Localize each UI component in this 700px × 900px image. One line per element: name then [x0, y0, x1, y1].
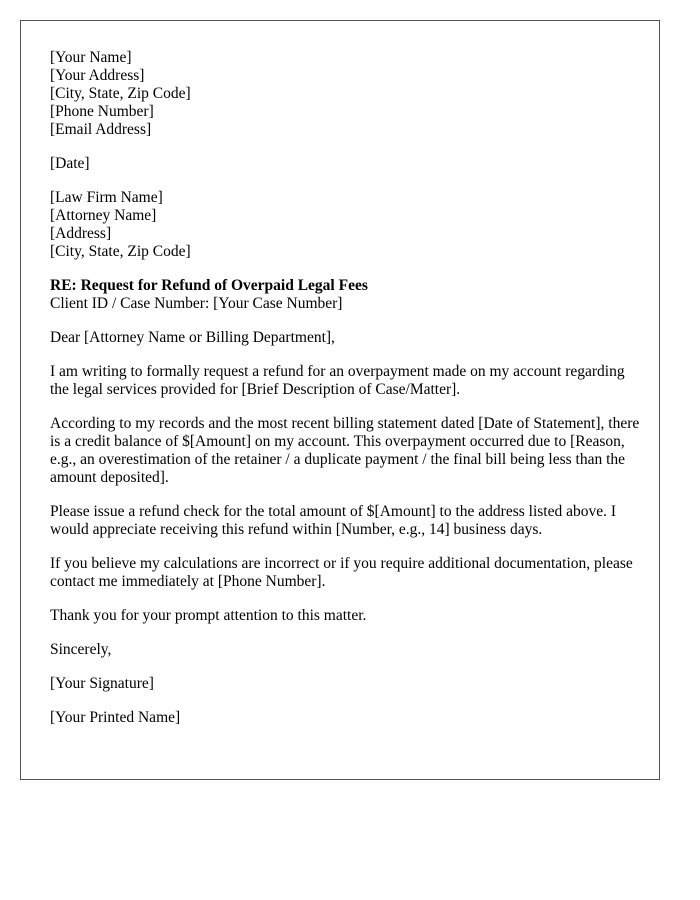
printed-name: [Your Printed Name]	[50, 709, 181, 726]
body-paragraph-3: Please issue a refund check for the total amount of $[Amount] to the address listed above. I would appreciate receiving this refund within [Number, e.g., 14] business days.	[50, 503, 617, 538]
sender-address: [Your Address]	[50, 67, 145, 84]
closing: Sincerely,	[50, 641, 112, 658]
body-paragraph-2: According to my records and the most recent billing statement dated [Date of Statement], there is a credit balance of $[Amount] on my account. This overpayment occurred due to [Reason, e.g., an overestimation of the retainer / a duplicate payment / the final bill being less than the amount deposited].	[50, 415, 640, 486]
letter-content	[50, 49, 640, 743]
signature-placeholder: [Your Signature]	[50, 675, 154, 692]
body-paragraph-5: Thank you for your prompt attention to this matter.	[50, 607, 367, 624]
date-block	[50, 155, 640, 173]
recipient-city-state-zip: [City, State, Zip Code]	[50, 243, 191, 260]
recipient-firm: [Law Firm Name]	[50, 189, 163, 206]
subject-block	[50, 277, 640, 313]
recipient-block	[50, 189, 640, 261]
salutation: Dear [Attorney Name or Billing Department],	[50, 329, 335, 346]
letter-date: [Date]	[50, 155, 90, 172]
letter-page	[20, 20, 660, 780]
sender-name: [Your Name]	[50, 49, 132, 66]
case-number-line: Client ID / Case Number: [Your Case Number]	[50, 295, 343, 312]
sender-city-state-zip: [City, State, Zip Code]	[50, 85, 191, 102]
body-paragraph-4: If you believe my calculations are incorrect or if you require additional documentation, please contact me immediately at [Phone Number].	[50, 555, 633, 590]
sender-block	[50, 49, 640, 139]
subject-line: RE: Request for Refund of Overpaid Legal Fees	[50, 277, 368, 294]
body-paragraph-1: I am writing to formally request a refund for an overpayment made on my account regarding the legal services provided for [Brief Description of Case/Matter].	[50, 363, 625, 398]
sender-email: [Email Address]	[50, 121, 152, 138]
recipient-address: [Address]	[50, 225, 112, 242]
sender-phone: [Phone Number]	[50, 103, 154, 120]
recipient-attorney: [Attorney Name]	[50, 207, 157, 224]
